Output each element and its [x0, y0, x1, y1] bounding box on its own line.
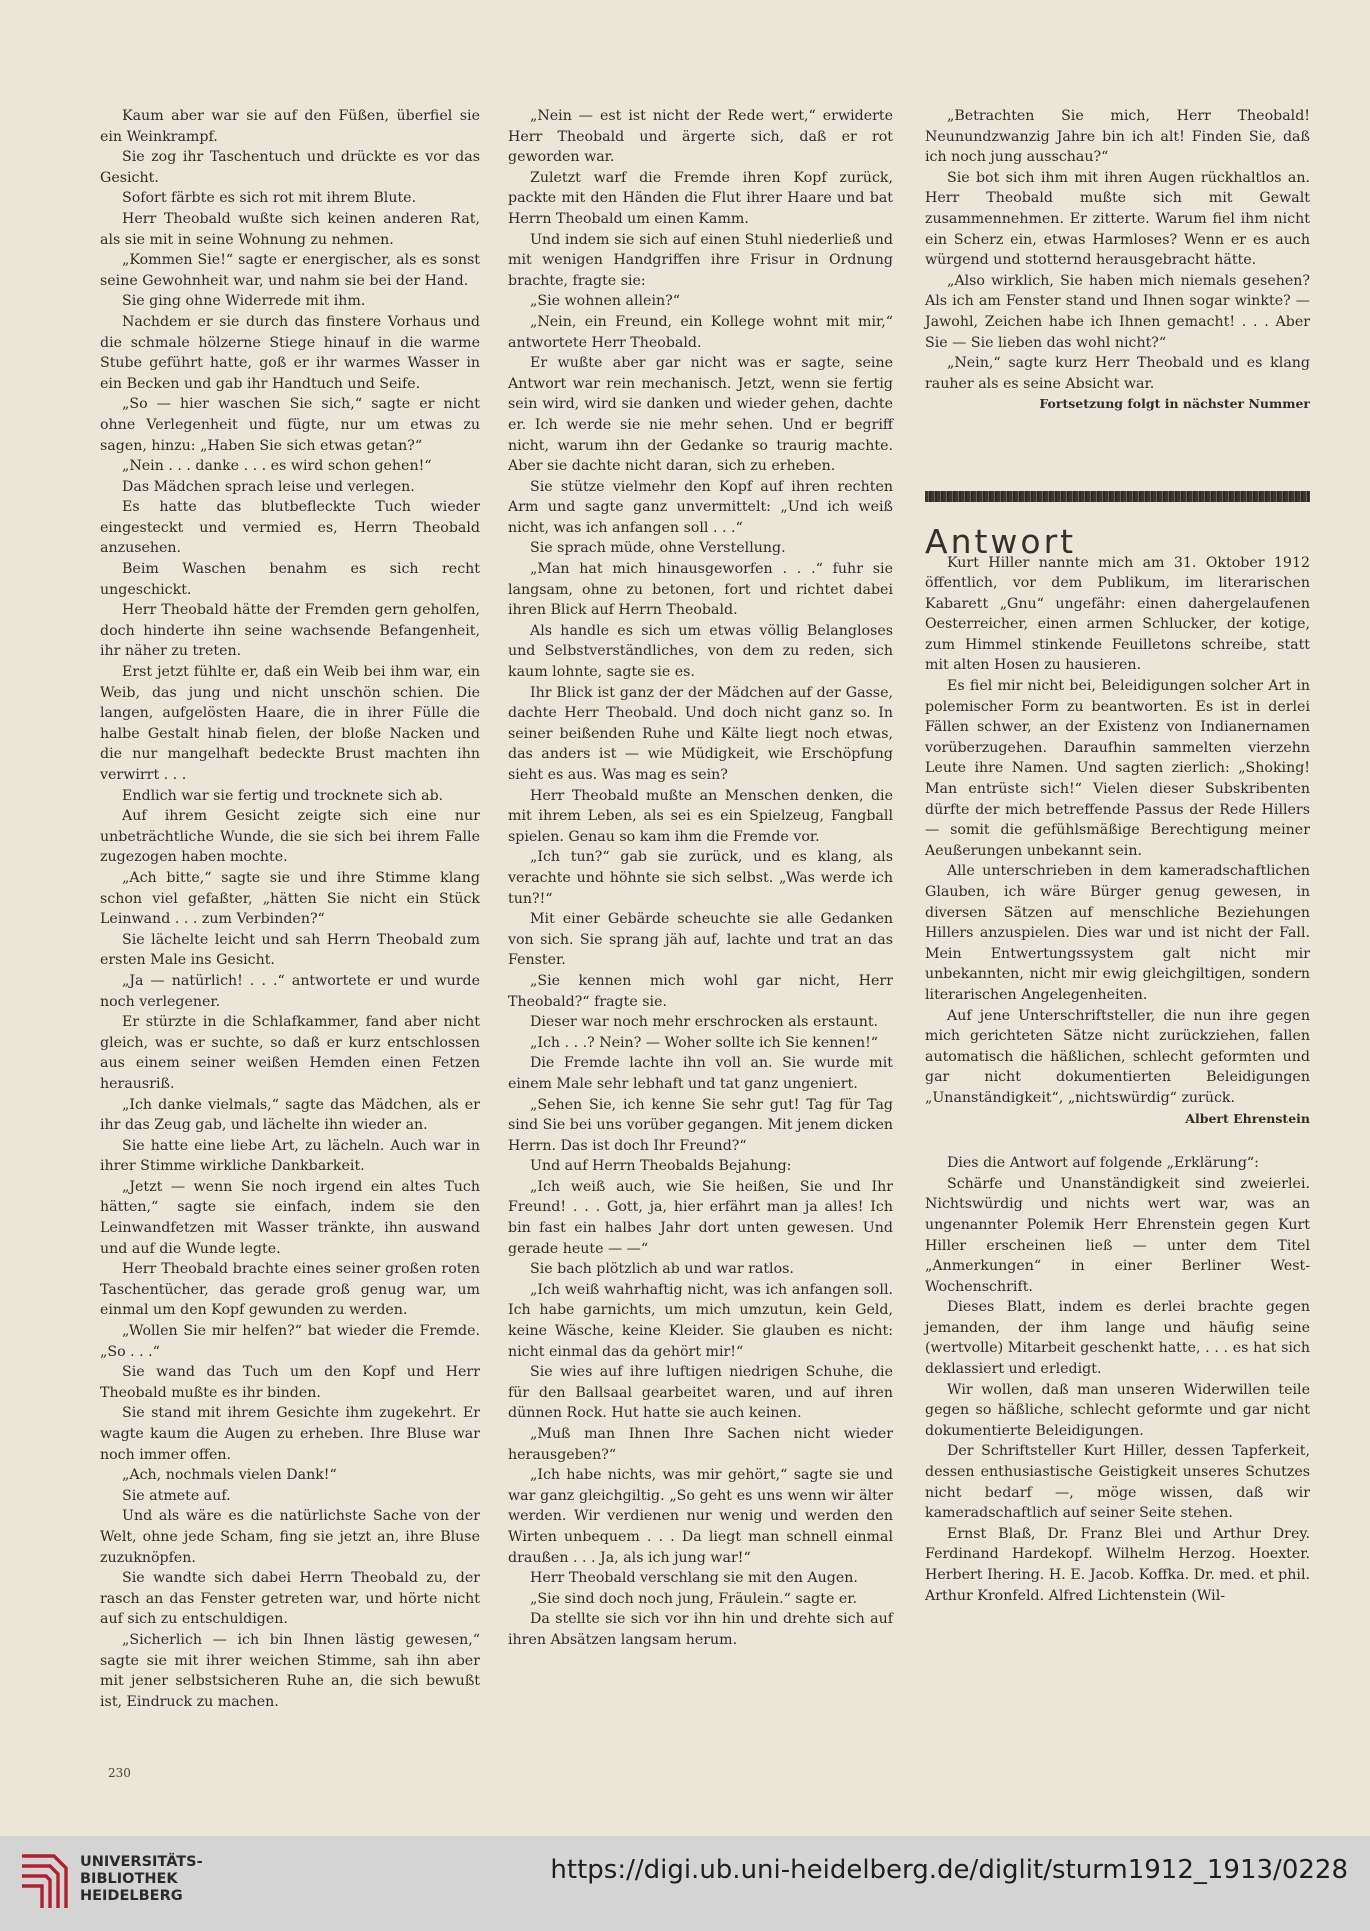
paragraph: „Nein . . . danke . . . es wird schon gehen!“ — [122, 458, 432, 475]
paragraph: „Betrachten Sie mich, Herr Theobald! Neunundzwanzig Jahre bin ich alt! Finden Sie, daß ich noch jung ausschau?“ — [925, 108, 1310, 166]
paragraph: Beim Waschen benahm es sich recht ungeschickt. — [100, 561, 480, 598]
paragraph: „Ja — natürlich! . . .“ antwortete er und wurde noch verlegener. — [100, 972, 480, 1010]
paragraph: Alle unterschrieben in dem kameradschaftlichen Glauben, ich wäre Bürger genug gewesen, in diversen Sätzen auf menschliche Beziehungen Hillers anzuspielen. Dies war und ist nicht der Fall. Mein Entwertungssystem galt nicht mir unbekannten, nicht mir ewig gleichgiltigen, sondern literarischen Angelegenheiten. — [925, 863, 1310, 1003]
paragraph: „Sehen Sie, ich kenne Sie sehr gut! Tag für Tag sind Sie bei uns vorüber gegangen. Mit jenem dicken Herrn. Das ist doch Ihr Freund?“ — [508, 1096, 893, 1154]
paragraph: „Muß man Ihnen Ihre Sachen nicht wieder herausgeben?“ — [508, 1426, 893, 1463]
paragraph: „Nein — est ist nicht der Rede wert,“ erwiderte Herr Theobald und ärgerte sich, daß er rot geworden war. — [508, 108, 893, 166]
paragraph: Dieser war noch mehr erschrocken als erstaunt. — [530, 1014, 879, 1031]
paragraph: Und indem sie sich auf einen Stuhl niederließ und mit wenigen Handgriffen ihre Frisur in Ordnung brachte, fragte sie: — [508, 231, 893, 289]
paragraph: Sie wies auf ihre luftigen niedrigen Schuhe, die für den Ballsaal gearbeitet waren, und auf ihren dünnen Rock. Hut hatte sie auch keinen. — [508, 1364, 893, 1422]
paragraph: „Ach bitte,“ sagte sie und ihre Stimme klang schon viel gefaßter, „hätten Sie nicht ein Stück Leinwand . . . zum Verbinden?“ — [100, 869, 480, 928]
paragraph: Sie stand mit ihrem Gesichte ihm zugekehrt. Er wagte kaum die Augen zu erheben. Ihre Bluse war noch immer offen. — [100, 1405, 480, 1463]
paragraph: „Sie sind doch noch jung, Fräulein.“ sagte er. — [530, 1590, 857, 1607]
paragraph: „So — hier waschen Sie sich,“ sagte er nicht ohne Verlegenheit und fügte, nur um etwas zu sagen, hinzu: „Haben Sie sich etwas getan?“ — [100, 396, 480, 454]
paragraph: „Nein,“ sagte kurz Herr Theobald und es klang rauher als es seine Absicht war. — [925, 355, 1310, 392]
paragraph: Zuletzt warf die Fremde ihren Kopf zurück, packte mit den Händen die Flut ihrer Haare und bat Herrn Theobald um einen Kamm. — [508, 169, 893, 227]
paragraph: Dieses Blatt, indem es derlei brachte gegen jemanden, der ihm lange und häufig seine (wertvolle) Mitarbeit geschenkt hatte, . . . es hat sich deklassiert und erledigt. — [925, 1299, 1310, 1378]
paragraph: „Sie kennen mich wohl gar nicht, Herr Theobald?“ fragte sie. — [508, 972, 893, 1010]
paragraph: „Sie wohnen allein?“ — [530, 293, 680, 310]
paragraph: Herr Theobald hätte der Fremden gern geholfen, doch hinderte ihn seine wachsende Befangenheit, ihr näher zu treten. — [100, 602, 480, 660]
paragraph: Sie lächelte leicht und sah Herrn Theobald zum ersten Male ins Gesicht. — [100, 931, 480, 969]
paragraph: Es fiel mir nicht bei, Beleidigungen solcher Art in polemischer Form zu beantworten. Es ist in derlei Fällen schwer, an der Existenz von Indianernamen vorüberzugehen. Daraufhin sammelten vierzehn Leute ihre Namen. Und sagten zierlich: „Shoking! Man entrüste sich!“ Vielen dieser Subskribenten dürfte der mich betreffende Passus der Rede Hillers — somit die gefühlsmäßige Berechtigung meiner Aeußerungen unbekannt sein. — [925, 678, 1310, 859]
paragraph: Dies die Antwort auf folgende „Erklärung“: — [947, 1155, 1259, 1172]
paragraph: Herr Theobald brachte eines seiner großen roten Taschentücher, das gerade groß genug war, um einmal um den Kopf gewunden zu werden. — [100, 1261, 480, 1319]
paragraph: Sie wand das Tuch um den Kopf und Herr Theobald mußte es ihr binden. — [100, 1364, 480, 1401]
library-name-line: HEIDELBERG — [80, 1888, 183, 1904]
paragraph: Sie bach plötzlich ab und war ratlos. — [530, 1261, 794, 1278]
article-title: Antwort — [925, 521, 1077, 561]
paragraph: Die Fremde lachte ihn voll an. Sie wurde mit einem Male sehr lebhaft und tat ganz ungeniert. — [508, 1055, 893, 1092]
paragraph: Ernst Blaß, Dr. Franz Blei und Arthur Drey. Ferdinand Hardekopf. Wilhelm Herzog. Hoexter. Herbert Ihering. H. E. Jacob. Koffka. Dr. med. et phil. Arthur Kronfeld. Alfred Lichtenstein (Wil- — [925, 1525, 1310, 1604]
paragraph: Sie bot sich ihm mit ihren Augen rückhaltlos an. Herr Theobald mußte sich mit Gewalt zusammennehmen. Er zitterte. Warum fiel ihm nicht ein Scherz ein, etwas Harmloses? Wenn er es auch würgend und stotternd herausgebracht hätte. — [925, 169, 1310, 269]
paragraph: Ihr Blick ist ganz der der Mädchen auf der Gasse, dachte Herr Theobald. Und doch nicht ganz so. In seiner beißenden Ruhe und Kälte liegt noch etwas, das anders ist — wie Müdigkeit, wie Erschöpfung sieht es aus. Was mag es sein? — [508, 684, 893, 783]
paragraph: „Ich weiß wahrhaftig nicht, was ich anfangen soll. Ich habe garnichts, um mich umzutun, kein Geld, keine Wäsche, keine Kleider. Sie glauben es nicht: nicht einmal das da gehört mir!“ — [508, 1281, 893, 1360]
column-left — [100, 106, 480, 1712]
paragraph: Er wußte aber gar nicht was er sagte, seine Antwort war rein mechanisch. Jetzt, wenn sie fertig sein wird, wird sie danken und wieder gehen, dachte er. Ich werde sie nie mehr sehen. Und er begriff nicht, warum ihn der Gedanke so traurig machte. Aber sie dachte nicht daran, sich zu erheben. — [508, 355, 893, 475]
paragraph: Es hatte das blutbefleckte Tuch wieder eingesteckt und vermied es, Herrn Theobald anzusehen. — [100, 499, 480, 557]
paragraph: Mit einer Gebärde scheuchte sie alle Gedanken von sich. Sie sprang jäh auf, lachte und trat an das Fenster. — [508, 911, 893, 969]
paragraph: Erst jetzt fühlte er, daß ein Weib bei ihm war, ein Weib, das jung und nicht unschön schien. Die langen, aufgelösten Haare, die in ihrer Fülle die halbe Gestalt hinab fielen, der bloße Nacken und die nur mangelhaft bedeckte Brust machten ihn verwirrt . . . — [100, 664, 480, 783]
paragraph: „Also wirklich, Sie haben mich niemals gesehen? Als ich am Fenster stand und Ihnen sogar winkte? — Jawohl, Zeichen habe ich Ihnen gemacht! . . . Aber Sie — Sie lieben das wohl nicht?“ — [925, 272, 1310, 351]
paragraph: „Ich habe nichts, was mir gehört,“ sagte sie und war ganz gleichgiltig. „So geht es uns wenn wir älter werden. Wir verdienen nur wenig und werden den Wirten unbequem . . . Da liegt man schnell einmal draußen . . . Ja, als ich jung war!“ — [508, 1467, 893, 1566]
column-middle — [508, 106, 893, 1651]
paragraph: „Sicherlich — ich bin Ihnen lästig gewesen,“ sagte sie mit ihrer weichen Stimme, sah ihn aber mit jener selbstsicheren Ruhe an, die sich bewußt ist, Eindruck zu machen. — [100, 1631, 480, 1710]
paragraph: Sie sprach müde, ohne Verstellung. — [530, 540, 786, 557]
paragraph: „Kommen Sie!“ sagte er energischer, als es sonst seine Gewohnheit war, und nahm sie bei der Hand. — [100, 252, 480, 289]
paragraph: Kaum aber war sie auf den Füßen, überfiel sie ein Weinkrampf. — [100, 108, 480, 145]
library-name-line: BIBLIOTHEK — [80, 1871, 178, 1887]
logo-stroke — [22, 1876, 50, 1908]
page-number: 230 — [108, 1766, 131, 1780]
paragraph: „Ich . . .? Nein? — Woher sollte ich Sie kennen!“ — [530, 1034, 879, 1051]
paragraph: Auf ihrem Gesicht zeigte sich eine nur unbeträchtliche Wunde, die sie sich bei ihrem Falle zugezogen haben mochte. — [100, 808, 480, 866]
continuation-note: Fortsetzung folgt in nächster Nummer — [1039, 396, 1310, 412]
paragraph: Wir wollen, daß man unseren Widerwillen teile gegen so häßliche, schlecht geformte und gar nicht dokumentierte Beleidigungen. — [925, 1381, 1310, 1439]
paragraph: Herr Theobald wußte sich keinen anderen Rat, als sie mit in seine Wohnung zu nehmen. — [100, 210, 480, 248]
erklaerung-body — [925, 1153, 1310, 1606]
paragraph: Schärfe und Unanständigkeit sind zweierlei. Nichtswürdig und nichts wert war, was an ungenannter Polemik Herr Ehrenstein gegen Kurt Hiller erscheinen ließ — unter dem Titel „Anmerkungen“ in einer Berliner West-Wochenschrift. — [925, 1175, 1310, 1295]
paragraph: „Man hat mich hinausgeworfen . . .“ fuhr sie langsam, ohne zu betonen, fort und richtet dabei ihren Blick auf Herrn Theobald. — [508, 561, 893, 619]
logo-stroke — [22, 1886, 42, 1908]
paragraph: Kurt Hiller nannte mich am 31. Oktober 1912 öffentlich, vor dem Publikum, im literarischen Kabarett „Gnu“ ungefähr: einen dahergelaufenen Oesterreicher, einen armen Schlucker, der kotige, zum Himmel stinkende Feuilletons schreibe, statt mit alten Hosen zu hausieren. — [925, 554, 1310, 674]
paragraph: Da stellte sie sich vor ihn hin und drehte sich auf ihren Absätzen langsam herum. — [508, 1611, 893, 1648]
library-name[interactable] — [80, 1854, 203, 1905]
paragraph: Nachdem er sie durch das finstere Vorhaus und die schmale hölzerne Stiege hinauf in die warme Stube geführt hatte, goß er ihr warmes Wasser in ein Becken und gab ihr Handtuch und Seife. — [100, 313, 480, 392]
viewer-footer — [0, 1836, 1370, 1931]
paragraph: Sofort färbte es sich rot mit ihrem Blute. — [122, 190, 417, 207]
paragraph: „Wollen Sie mir helfen?“ bat wieder die Fremde. „So . . .“ — [100, 1323, 480, 1360]
paragraph: Herr Theobald mußte an Menschen denken, die mit ihrem Leben, als sei es ein Spielzeug, Fangball spielen. Genau so kam ihm die Fremde vor. — [508, 787, 893, 845]
paragraph: Und als wäre es die natürlichste Sache von der Welt, ohne jede Scham, fing sie jetzt an, ihre Bluse zuzuknöpfen. — [100, 1508, 480, 1566]
paragraph: Sie ging ohne Widerrede mit ihm. — [122, 293, 366, 310]
paragraph: „Ich danke vielmals,“ sagte das Mädchen, als er ihr das Zeug gab, und lächelte ihn wieder an. — [100, 1096, 480, 1134]
antwort-author: Albert Ehrenstein — [1185, 1110, 1310, 1126]
paragraph: Er stürzte in die Schlafkammer, fand aber nicht gleich, was er suchte, so daß er kurz entschlossen aus einem seiner weißen Hemden einen Fetzen herausriß. — [100, 1014, 480, 1092]
antwort-body — [925, 553, 1310, 1109]
story-continuation — [925, 106, 1310, 394]
paragraph: Das Mädchen sprach leise und verlegen. — [122, 478, 415, 495]
paragraph: Sie atmete auf. — [122, 1487, 231, 1504]
paragraph: „Nein, ein Freund, ein Kollege wohnt mit mir,“ antwortete Herr Theobald. — [508, 313, 893, 351]
paragraph: Als handle es sich um etwas völlig Belangloses und Selbstverständliches, von dem zu reden, sich kaum lohnte, sagte sie es. — [508, 622, 893, 681]
paragraph: Sie zog ihr Taschentuch und drückte es vor das Gesicht. — [100, 149, 480, 186]
paragraph: Der Schriftsteller Kurt Hiller, dessen Tapferkeit, dessen enthusiastische Geistigkeit unseres Schutzes nicht bedarf —, möge wissen, daß wir kameradschaftlich auf seiner Seite stehen. — [925, 1443, 1310, 1522]
column-right — [925, 106, 1310, 1606]
paragraph: Sie wandte sich dabei Herrn Theobald zu, der rasch an das Fenster getreten war, und hörte nicht auf sich zu entschuldigen. — [100, 1570, 480, 1628]
paragraph: Sie stütze vielmehr den Kopf auf ihren rechten Arm und sagte ganz unvermittelt: „Und ich weiß nicht, was ich anfangen soll . . .“ — [508, 478, 893, 536]
paragraph: Herr Theobald verschlang sie mit den Augen. — [530, 1570, 858, 1587]
paragraph: Sie hatte eine liebe Art, zu lächeln. Auch war in ihrer Stimme wirkliche Dankbarkeit. — [100, 1137, 480, 1175]
paragraph: „Ach, nochmals vielen Dank!“ — [122, 1467, 337, 1484]
divider — [925, 1129, 1310, 1153]
paragraph: „Ich tun?“ gab sie zurück, und es klang, als verachte und höhnte sie sich selbst. „Was werde ich tun?!“ — [508, 849, 893, 907]
paragraph: Endlich war sie fertig und trocknete sich ab. — [122, 787, 444, 804]
paragraph: Und auf Herrn Theobalds Bejahung: — [530, 1158, 792, 1175]
paragraph: Auf jene Unterschriftsteller, die nun ihre gegen mich gerichteten Sätze nicht zurückziehen, fallen automatisch die häßlichen, schlecht geformten und gar nicht dokumentierten Beleidigungen „Unanständigkeit“, „nichtswürdig“ zurück. — [925, 1007, 1310, 1106]
paragraph: „Ich weiß auch, wie Sie heißen, Sie und Ihr Freund! . . . Gott, ja, hier erfährt man ja alles! Ich bin fast ein halbes Jahr dort unten gewesen. Und gerade heute — —“ — [508, 1178, 893, 1257]
permalink-url[interactable]: https://digi.ub.uni-heidelberg.de/diglit/sturm1912_1913/0228 — [550, 1855, 1348, 1885]
library-name-line: UNIVERSITÄTS- — [80, 1854, 203, 1870]
section-rule — [925, 491, 1310, 502]
library-logo-icon[interactable] — [14, 1850, 74, 1916]
paragraph: „Jetzt — wenn Sie noch irgend ein altes Tuch hätten,“ sagte sie einfach, indem sie den Leinwandfetzen mit Wasser tränkte, ihn auswand und auf die Wunde legte. — [100, 1178, 480, 1257]
